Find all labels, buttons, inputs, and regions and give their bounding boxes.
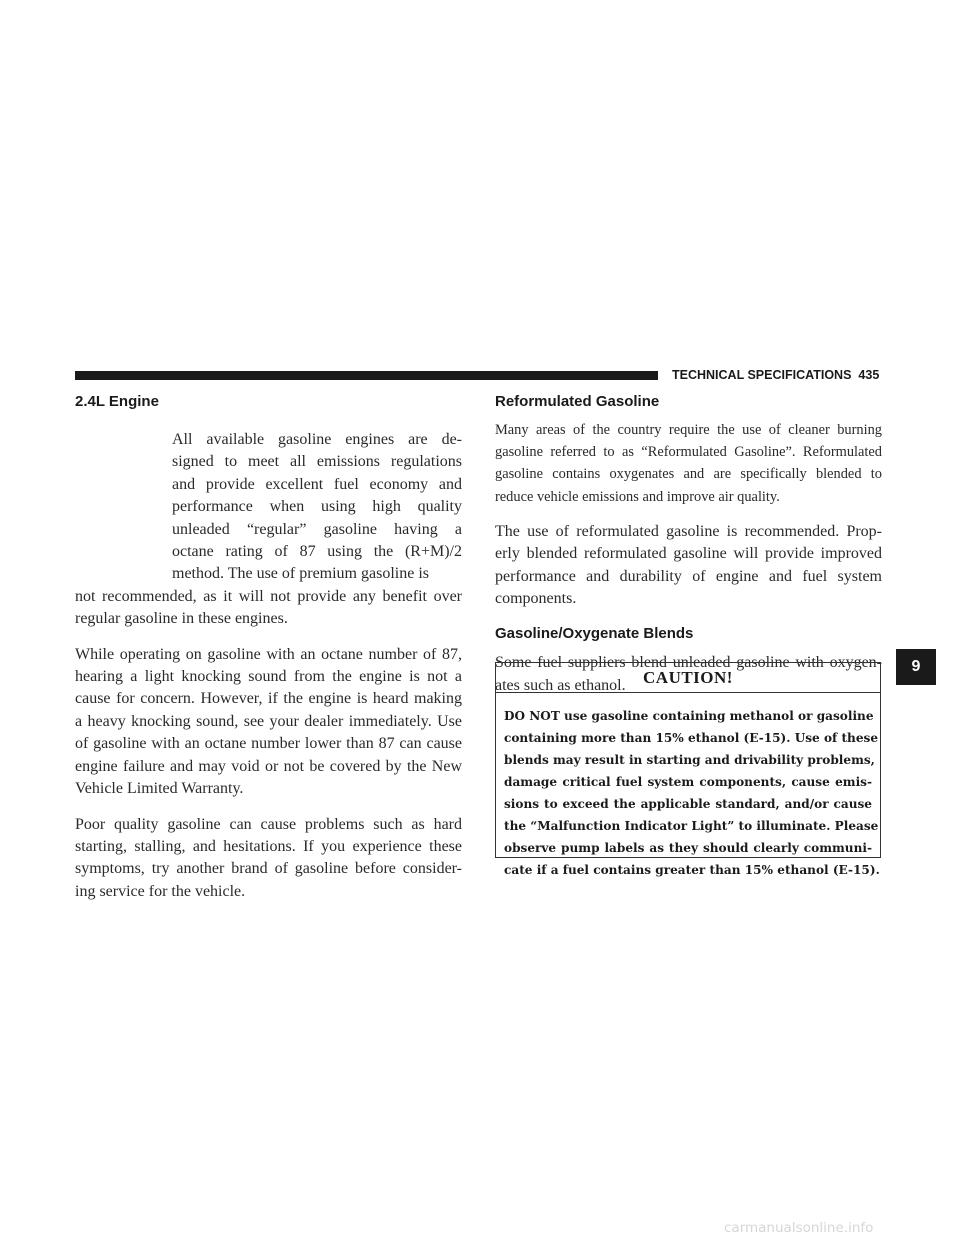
paragraph-poor-quality: [75, 814, 462, 904]
text-line: hearing a light knocking sound from the engine is not a: [75, 668, 462, 686]
text-line: ing service for the vehicle.: [75, 882, 246, 900]
text-line: ates such as ethanol.: [495, 676, 626, 694]
text-line: octane rating of 87 using the (R+M)/2: [172, 543, 462, 561]
text-line: a heavy knocking sound, see your dealer immediately. Use: [75, 712, 462, 730]
chapter-tab: 9: [896, 649, 936, 685]
heading-engine: 2.4L Engine: [75, 393, 159, 410]
right-column: [495, 392, 882, 697]
caution-line: damage critical fuel system components, cause emis-: [504, 775, 872, 789]
caution-line: observe pump labels as they should clearly communi-: [504, 841, 872, 855]
indented-paragraph-continuation: [75, 586, 462, 631]
caution-line: blends may result in starting and drivability problems,: [504, 753, 875, 767]
text-line: regular gasoline in these engines.: [75, 610, 288, 628]
text-line: engine failure and may void or not be covered by the New: [75, 757, 462, 775]
caution-line: DO NOT use gasoline containing methanol or gasoline: [504, 709, 874, 723]
text-line: cause for concern. However, if the engine is heard making: [75, 690, 462, 708]
text-line: signed to meet all emissions regulations: [172, 453, 462, 471]
caution-line: sions to exceed the applicable standard, and/or cause: [504, 797, 872, 811]
text-line: not recommended, as it will not provide any benefit over: [75, 587, 462, 605]
text-line: reduce vehicle emissions and improve air quality.: [495, 488, 780, 505]
header-rule: [75, 371, 658, 380]
text-line: Many areas of the country require the use of cleaner burning: [495, 422, 882, 438]
text-line: gasoline contains oxygenates and are specifically blended to: [495, 466, 882, 483]
caution-line: containing more than 15% ethanol (E-15). Use of these: [504, 731, 879, 745]
left-column: [75, 392, 462, 903]
caution-title: CAUTION!: [496, 663, 880, 693]
text-line: performance and durability of engine and fuel system: [495, 567, 882, 585]
text-line: While operating on gasoline with an octane number of 87,: [75, 645, 462, 663]
text-line: and provide excellent fuel economy and: [172, 475, 462, 493]
text-line: of gasoline with an octane number lower than 87 can cause: [75, 735, 462, 753]
paragraph-octane: [75, 644, 462, 801]
text-line: Vehicle Limited Warranty.: [75, 780, 244, 798]
text-line: starting, stalling, and hesitations. If you experience these: [75, 837, 462, 855]
watermark-text: carmanualsonline.info: [724, 1220, 874, 1236]
paragraph-reformulated-intro: [495, 419, 882, 508]
heading-reformulated: Reformulated Gasoline: [495, 393, 660, 410]
page-number: 435: [858, 368, 880, 382]
heading-oxygenate: Gasoline/Oxygenate Blends: [495, 625, 694, 643]
text-line: All available gasoline engines are de-: [172, 431, 462, 448]
text-line: Some fuel suppliers blend unleaded gasoline with oxygen-: [495, 654, 882, 672]
section-title: TECHNICAL SPECIFICATIONS: [672, 368, 852, 382]
text-line: symptoms, try another brand of gasoline before consider-: [75, 860, 462, 878]
text-line: performance when using high quality: [172, 498, 462, 516]
paragraph-reformulated-use: [495, 521, 882, 611]
caution-text: [496, 693, 880, 881]
running-header: [672, 367, 887, 383]
caution-line: the “Malfunction Indicator Light” to illuminate. Please: [504, 819, 879, 833]
text-line: gasoline referred to as “Reformulated Gasoline”. Reformulated: [495, 444, 882, 461]
caution-box: [495, 662, 881, 877]
text-line: erly blended reformulated gasoline will provide improved: [495, 545, 882, 563]
text-line: unleaded “regular” gasoline having a: [172, 520, 462, 538]
text-line: The use of reformulated gasoline is recommended. Prop-: [495, 522, 882, 540]
text-line: Poor quality gasoline can cause problems such as hard: [75, 815, 462, 833]
indented-paragraph: [172, 429, 462, 586]
text-line: components.: [495, 590, 577, 608]
text-line: method. The use of premium gasoline is: [172, 565, 429, 583]
caution-line: cate if a fuel contains greater than 15% ethanol (E-15).: [504, 863, 880, 877]
